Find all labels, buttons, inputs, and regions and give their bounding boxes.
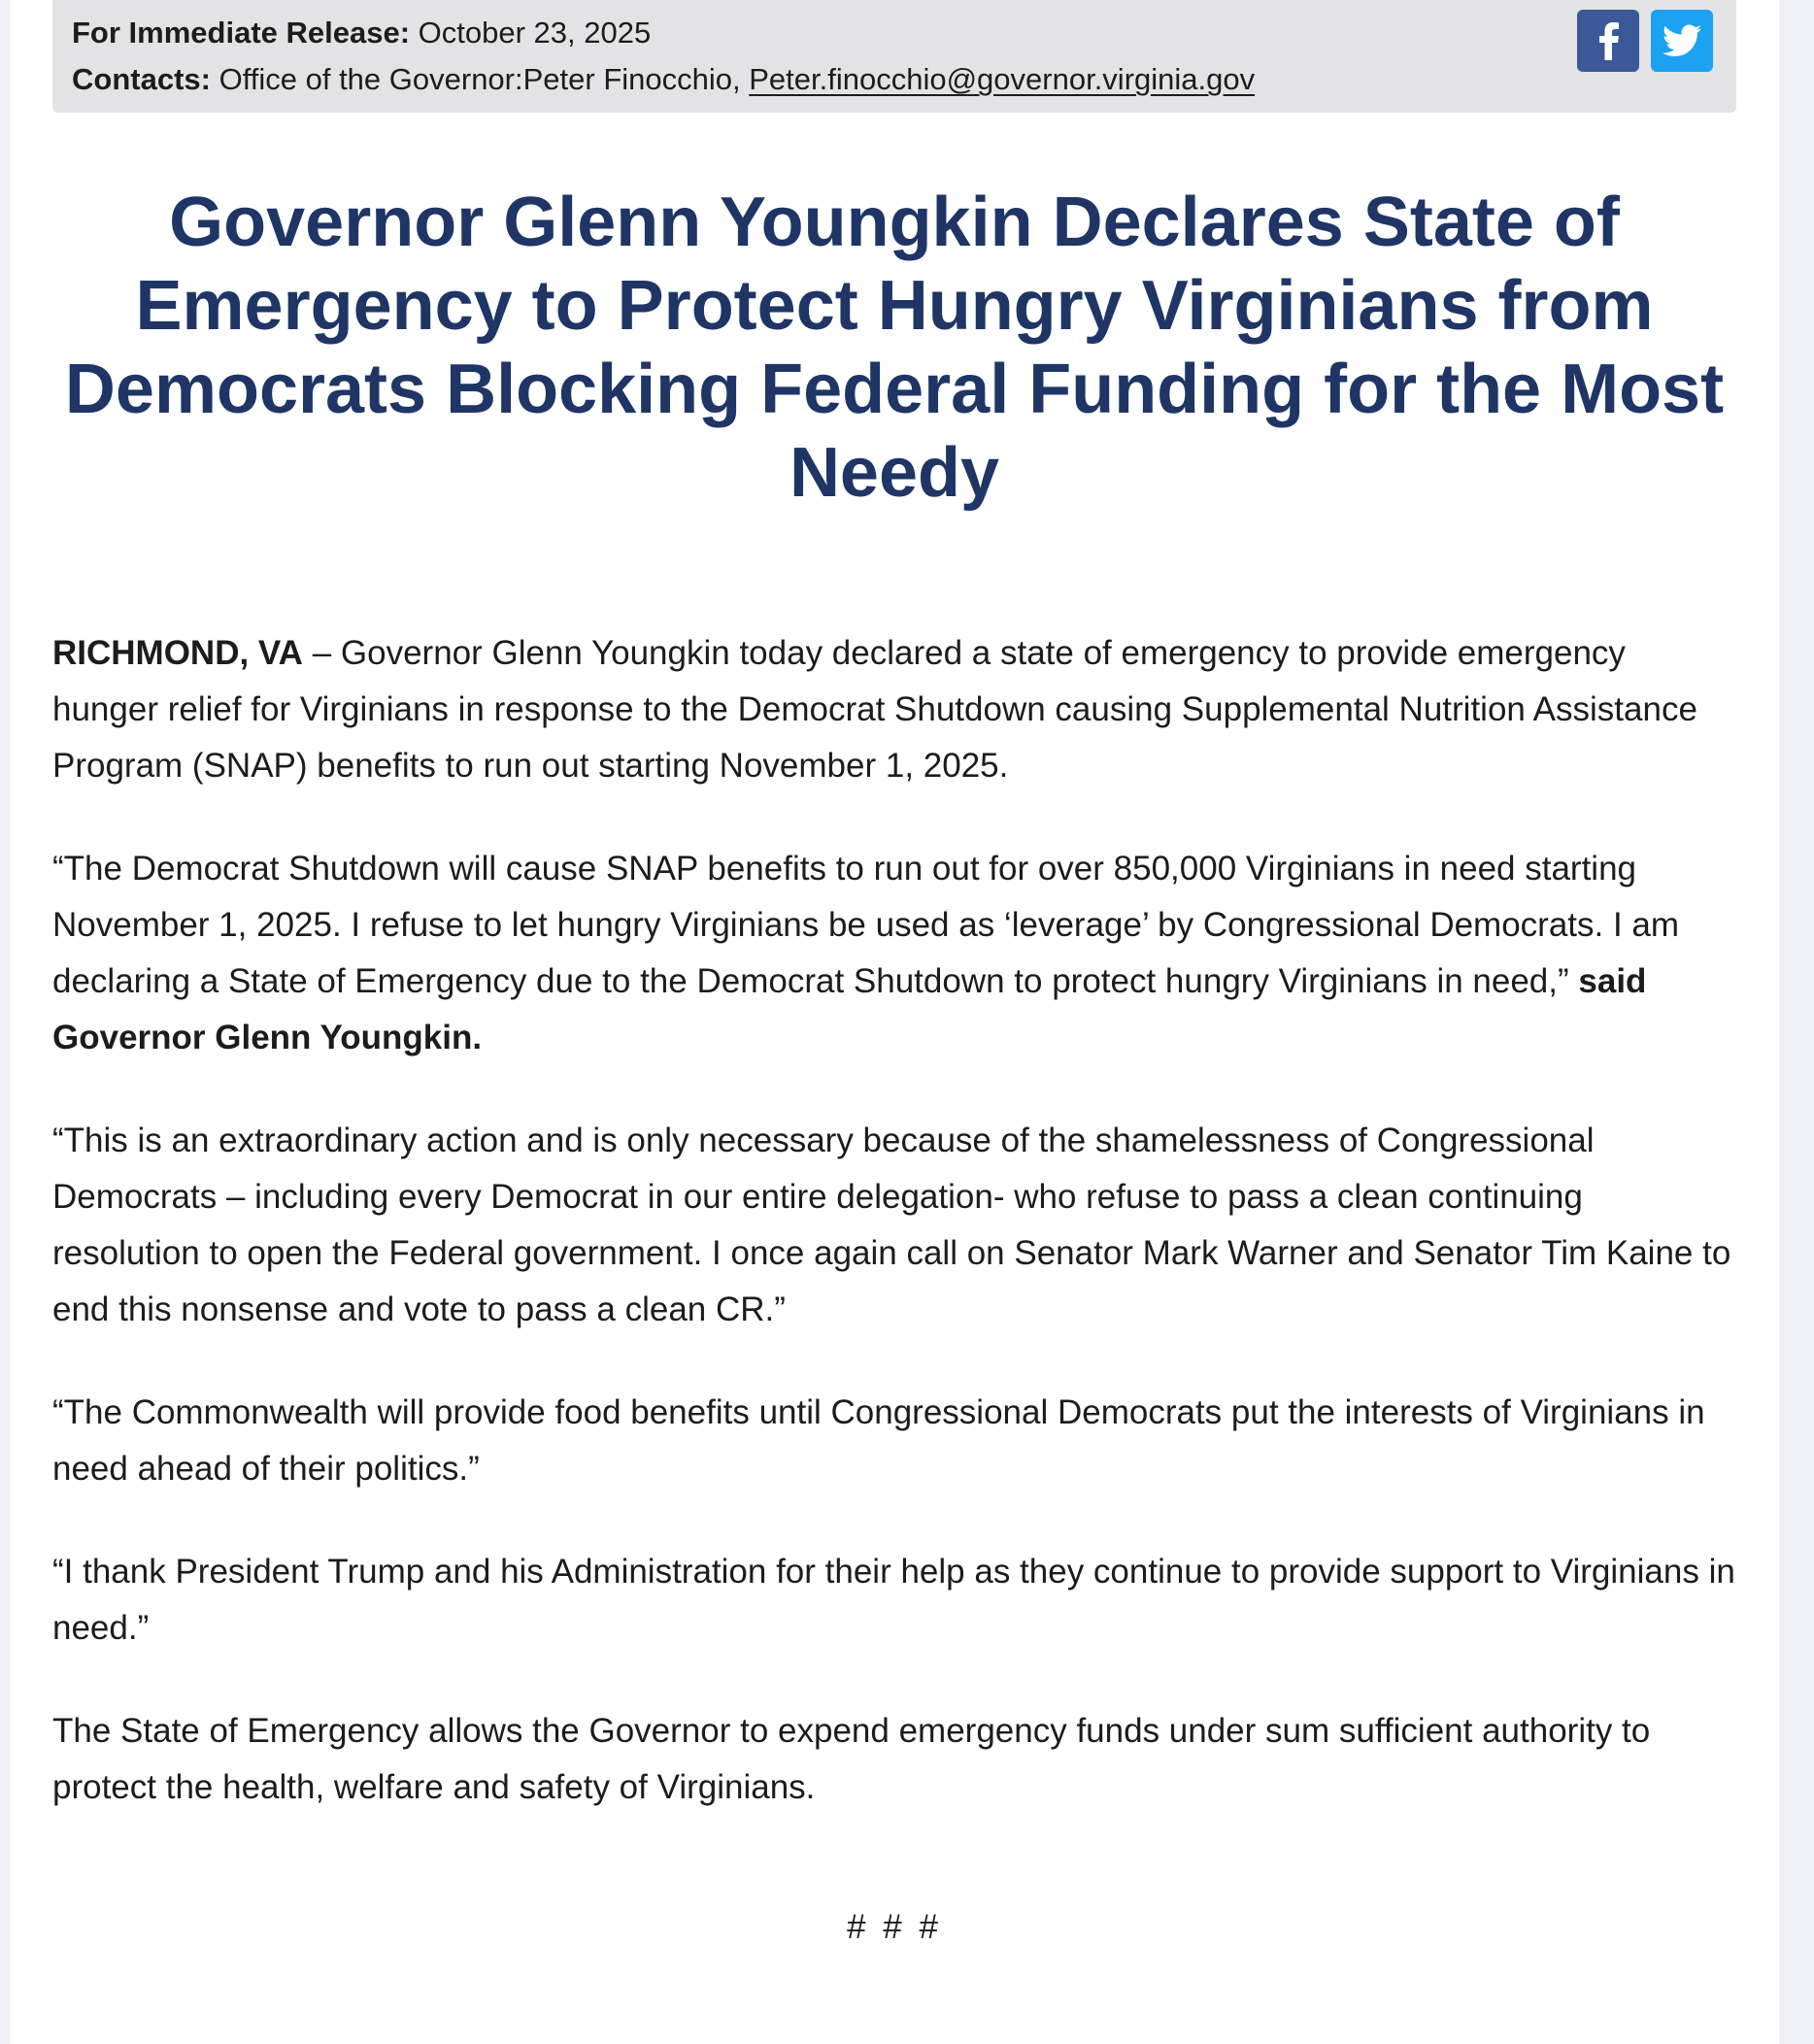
paragraph-1 bbox=[52, 625, 1736, 794]
paragraph-5: “I thank President Trump and his Administration for their help as they continue to provide support to Virginians in need.” bbox=[52, 1553, 1735, 1647]
twitter-icon bbox=[1663, 24, 1701, 57]
facebook-icon bbox=[1594, 21, 1623, 60]
paragraph-3: “This is an extraordinary action and is only necessary because of the shamelessness of Congressional Democrats – including every Democrat in our entire delegation- who refuse to pass a clean continuing resolution to open the Federal government. I once again call on Senator Mark Warner and Senator Tim Kaine to end this nonsense and vote to pass a clean CR.” bbox=[52, 1122, 1731, 1328]
release-label: For Immediate Release: bbox=[72, 16, 411, 50]
press-release-headline: Governor Glenn Youngkin Declares State of Emergency to Protect Hungry Virginians from Democrats Blocking Federal Funding for the Most Needy bbox=[64, 184, 1725, 512]
press-release-page bbox=[10, 0, 1779, 2044]
paragraph-1-text: – Governor Glenn Youngkin today declared a state of emergency to provide emergency hunger relief for Virginians in response to the Democrat Shutdown causing Supplemental Nutrition Assistance Program (SNAP) benefits to run out starting November 1, 2025. bbox=[52, 634, 1697, 785]
paragraph-2 bbox=[52, 841, 1736, 1066]
release-date: October 23, 2025 bbox=[418, 16, 652, 50]
press-release-body bbox=[52, 625, 1736, 1862]
dateline: RICHMOND, VA bbox=[52, 634, 303, 672]
contacts-label: Contacts: bbox=[72, 62, 211, 96]
paragraph-4: “The Commonwealth will provide food benefits until Congressional Democrats put the interests of Virginians in need ahead of their politics.” bbox=[52, 1393, 1705, 1488]
social-share-buttons bbox=[1577, 10, 1713, 72]
paragraph-6: The State of Emergency allows the Governor to expend emergency funds under sum sufficient authority to protect the health, welfare and safety of Virginians. bbox=[52, 1712, 1651, 1806]
end-of-release-mark: # # # bbox=[847, 1908, 942, 1946]
governor-quote: “The Democrat Shutdown will cause SNAP benefits to run out for over 850,000 Virginians in need starting November 1, 2025. I refuse to let hungry Virginians be used as ‘leverage’ by Congressional Democrats. I am declaring a State of Emergency due to the Democrat Shutdown to protect hungry Virginians in need,” bbox=[52, 850, 1680, 1000]
facebook-share-button[interactable] bbox=[1577, 10, 1639, 72]
contacts-text: Office of the Governor:Peter Finocchio, bbox=[218, 62, 741, 96]
twitter-share-button[interactable] bbox=[1651, 10, 1713, 72]
release-info-bar bbox=[52, 0, 1736, 113]
contacts-line bbox=[72, 56, 1717, 103]
quote-attribution: said Governor Glenn Youngkin. bbox=[52, 962, 1647, 1056]
release-date-line bbox=[72, 10, 1717, 56]
contact-email-link[interactable]: Peter.finocchio@governor.virginia.gov bbox=[749, 62, 1256, 96]
